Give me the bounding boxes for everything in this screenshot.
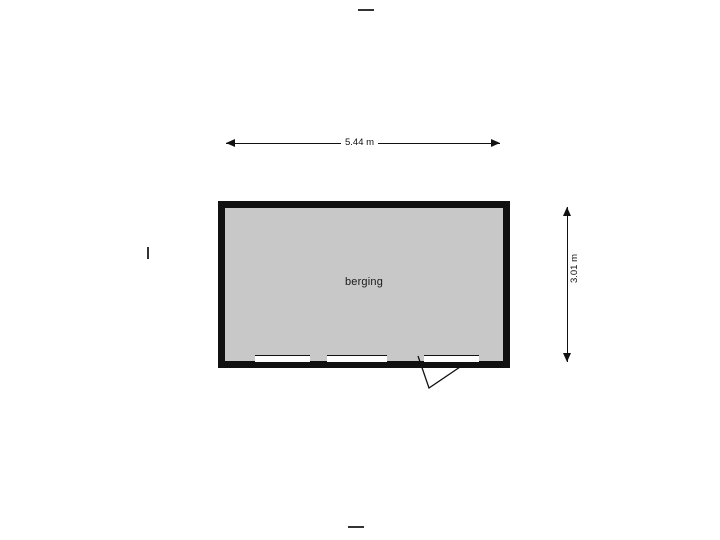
crop-mark-bottom: [348, 526, 364, 528]
dimension-label-height: 3.01 m: [568, 250, 581, 287]
dimension-label-width: 5.44 m: [341, 136, 378, 149]
room-label-berging: berging: [344, 276, 384, 288]
window-left-icon: [255, 355, 310, 363]
window-center-icon: [327, 355, 387, 363]
crop-mark-top: [358, 9, 374, 11]
door-swing-icon: [405, 355, 475, 390]
crop-mark-left: [147, 247, 149, 259]
